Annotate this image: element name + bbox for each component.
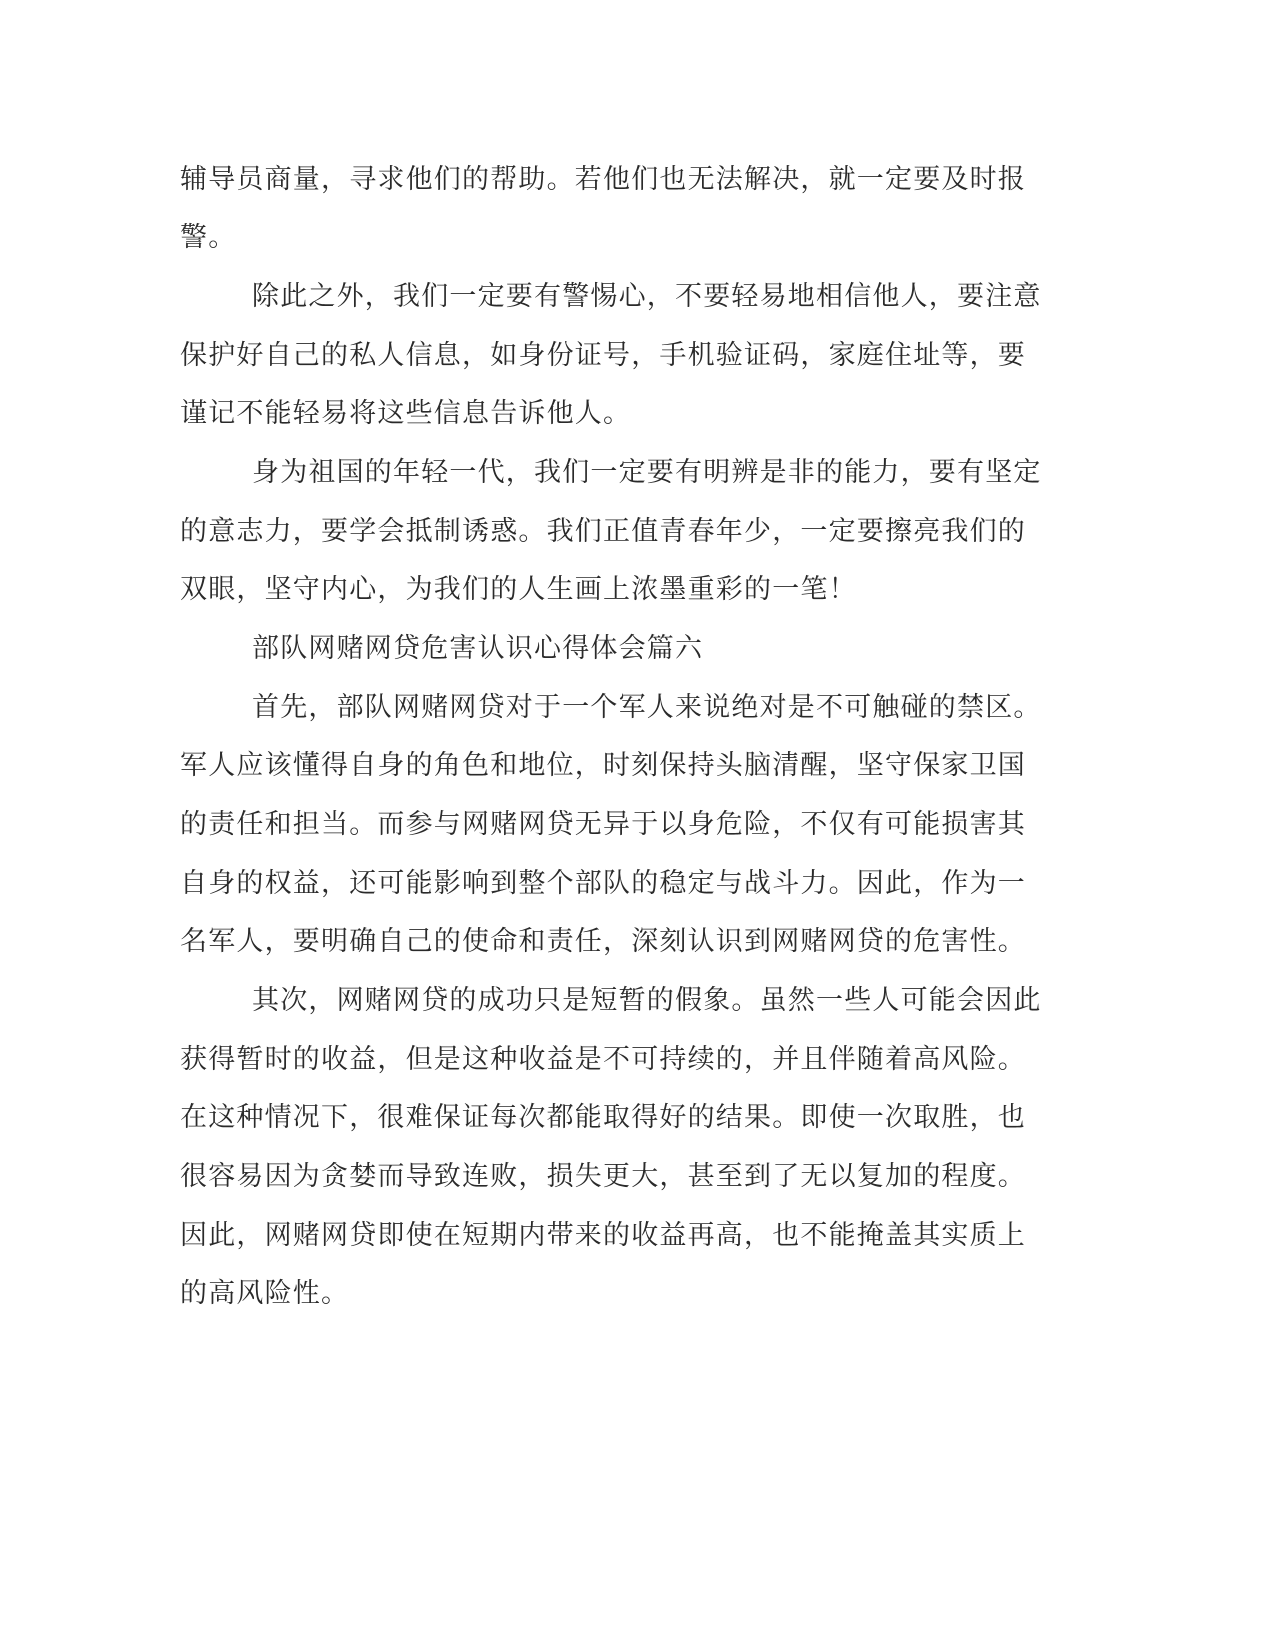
paragraph-line: 的高风险性。 [180, 1278, 350, 1309]
paragraph-line: 很容易因为贪婪而导致连败，损失更大，甚至到了无以复加的程度。 [180, 1161, 1026, 1192]
section-heading: 部队网赌网贷危害认识心得体会篇六 [252, 633, 704, 664]
paragraph-line: 双眼，坚守内心，为我们的人生画上浓墨重彩的一笔！ [180, 574, 857, 605]
paragraph-line: 因此，网赌网贷即使在短期内带来的收益再高，也不能掩盖其实质上 [180, 1220, 1026, 1251]
paragraph-line: 军人应该懂得自身的角色和地位，时刻保持头脑清醒，坚守保家卫国 [180, 750, 1026, 781]
paragraph-line: 其次，网赌网贷的成功只是短暂的假象。虽然一些人可能会因此 [252, 985, 1042, 1016]
paragraph-line: 获得暂时的收益，但是这种收益是不可持续的，并且伴随着高风险。 [180, 1044, 1026, 1075]
paragraph-line: 的意志力，要学会抵制诱惑。我们正值青春年少，一定要擦亮我们的 [180, 516, 1026, 547]
paragraph-line: 的责任和担当。而参与网赌网贷无异于以身危险，不仅有可能损害其 [180, 809, 1026, 840]
paragraph-line: 首先，部队网赌网贷对于一个军人来说绝对是不可触碰的禁区。 [252, 692, 1042, 723]
paragraph-line: 自身的权益，还可能影响到整个部队的稳定与战斗力。因此，作为一 [180, 868, 1026, 899]
paragraph-line: 警。 [180, 222, 237, 253]
paragraph-line: 谨记不能轻易将这些信息告诉他人。 [180, 398, 632, 429]
paragraph-line: 在这种情况下，很难保证每次都能取得好的结果。即使一次取胜，也 [180, 1102, 1026, 1133]
paragraph-line: 辅导员商量，寻求他们的帮助。若他们也无法解决，就一定要及时报 [180, 164, 1026, 195]
paragraph-line: 除此之外，我们一定要有警惕心，不要轻易地相信他人，要注意 [252, 281, 1042, 312]
paragraph-line: 保护好自己的私人信息，如身份证号，手机验证码，家庭住址等，要 [180, 340, 1026, 371]
paragraph-line: 身为祖国的年轻一代，我们一定要有明辨是非的能力，要有坚定 [252, 457, 1042, 488]
paragraph-line: 名军人，要明确自己的使命和责任，深刻认识到网赌网贷的危害性。 [180, 926, 1026, 957]
